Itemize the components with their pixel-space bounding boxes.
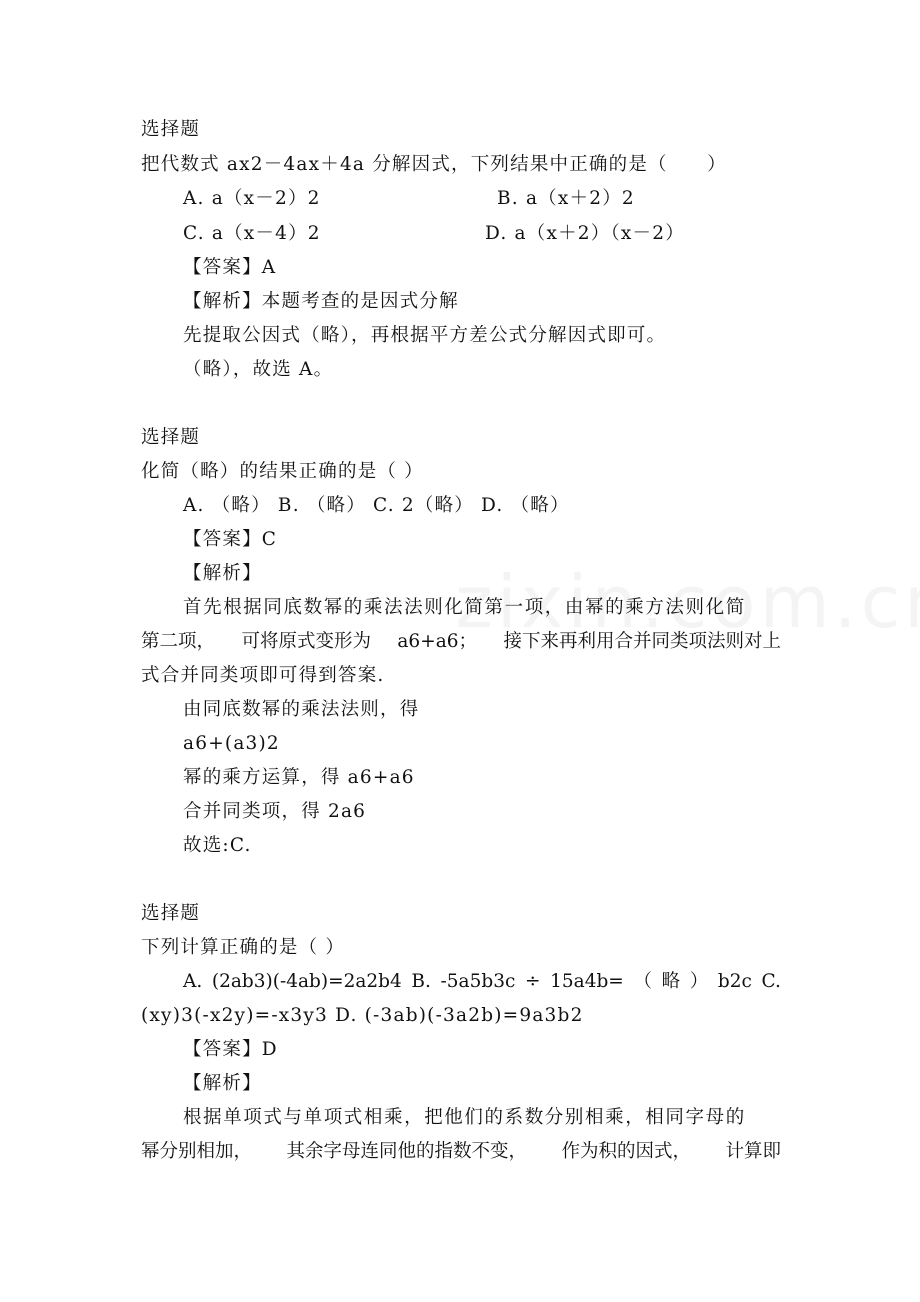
q3-analysis-paragraph (141, 1140, 781, 1164)
q2-step: 由同底数幂的乘法法则，得 (183, 699, 420, 720)
q2-step: 合并同类项，得 2a6 (183, 801, 367, 822)
q3-heading: 选择题 (141, 903, 201, 924)
q1-option-a: A. a（x－2）2 (183, 188, 321, 209)
text-segment: C. (761, 971, 781, 992)
q1-option-b: B. a（x＋2）2 (497, 188, 635, 209)
q2-conclusion: 故选:C. (183, 835, 252, 856)
q2-answer: 【答案】C (183, 529, 278, 550)
text-segment: （ (633, 971, 652, 992)
q2-heading: 选择题 (141, 427, 201, 448)
text-segment: 第二项， (141, 631, 216, 652)
q1-stem: 把代数式 ax2－4ax＋4a 分解因式，下列结果中正确的是（ ） (141, 154, 727, 175)
text-segment: a6+a6； (397, 631, 478, 652)
q2-analysis-paragraph: 式合并同类项即可得到答案. (141, 665, 385, 686)
text-segment: 作为积的因式， (561, 1141, 691, 1162)
text-segment: 接下来再利用合并同类项法则对上 (503, 631, 781, 652)
q2-analysis-paragraph: 首先根据同底数幂的乘法法则化简第一项，由幂的乘方法则化简 (183, 597, 746, 618)
q3-stem: 下列计算正确的是（ ） (141, 937, 346, 958)
text-segment: 其余字母连同他的指数不变， (286, 1141, 527, 1162)
q1-analysis-heading: 【解析】本题考查的是因式分解 (183, 291, 459, 312)
q1-analysis-line: 先提取公因式（略），再根据平方差公式分解因式即可。 (183, 325, 667, 346)
text-segment: A. (183, 971, 203, 992)
q2-stem: 化简（略）的结果正确的是（ ） (141, 461, 424, 482)
q2-step: a6+(a3)2 (183, 733, 280, 754)
q2-step: 幂的乘方运算，得 a6+a6 (183, 767, 415, 788)
q3-analysis-paragraph: 根据单项式与单项式相乘，把他们的系数分别相乘，相同字母的 (183, 1107, 746, 1128)
text-segment: (2ab3)(-4ab)=2a2b4 (211, 971, 402, 992)
text-segment: 可将原式变形为 (241, 631, 371, 652)
text-segment: ÷ (524, 971, 541, 992)
q1-answer: 【答案】A (183, 257, 277, 278)
q1-option-c: C. a（x－4）2 (183, 223, 321, 244)
text-segment: ） (689, 971, 709, 992)
q1-heading: 选择题 (141, 119, 201, 140)
text-segment: 计算即 (725, 1141, 781, 1162)
q3-analysis-heading: 【解析】 (183, 1073, 262, 1094)
text-segment: b2c (717, 971, 752, 992)
text-segment: 略 (661, 971, 681, 992)
q3-options: (xy)3(-x2y)=-x3y3 D. (-3ab)(-3a2b)=9a3b2 (141, 1005, 584, 1026)
q1-option-d: D. a（x＋2）（x－2） (485, 223, 685, 244)
text-segment: -5a5b3c (440, 971, 516, 992)
q3-options (183, 970, 781, 994)
text-segment: B. (411, 971, 431, 992)
text-segment: 15a4b= (550, 971, 624, 992)
text-segment: 幂分别相加， (141, 1141, 253, 1162)
q2-analysis-paragraph (141, 630, 781, 654)
q2-options: A. （略） B. （略） C. 2（略） D. （略） (183, 495, 570, 516)
q2-analysis-heading: 【解析】 (183, 563, 262, 584)
q3-answer: 【答案】D (183, 1039, 278, 1060)
q1-analysis-line: （略），故选 A。 (183, 359, 334, 380)
